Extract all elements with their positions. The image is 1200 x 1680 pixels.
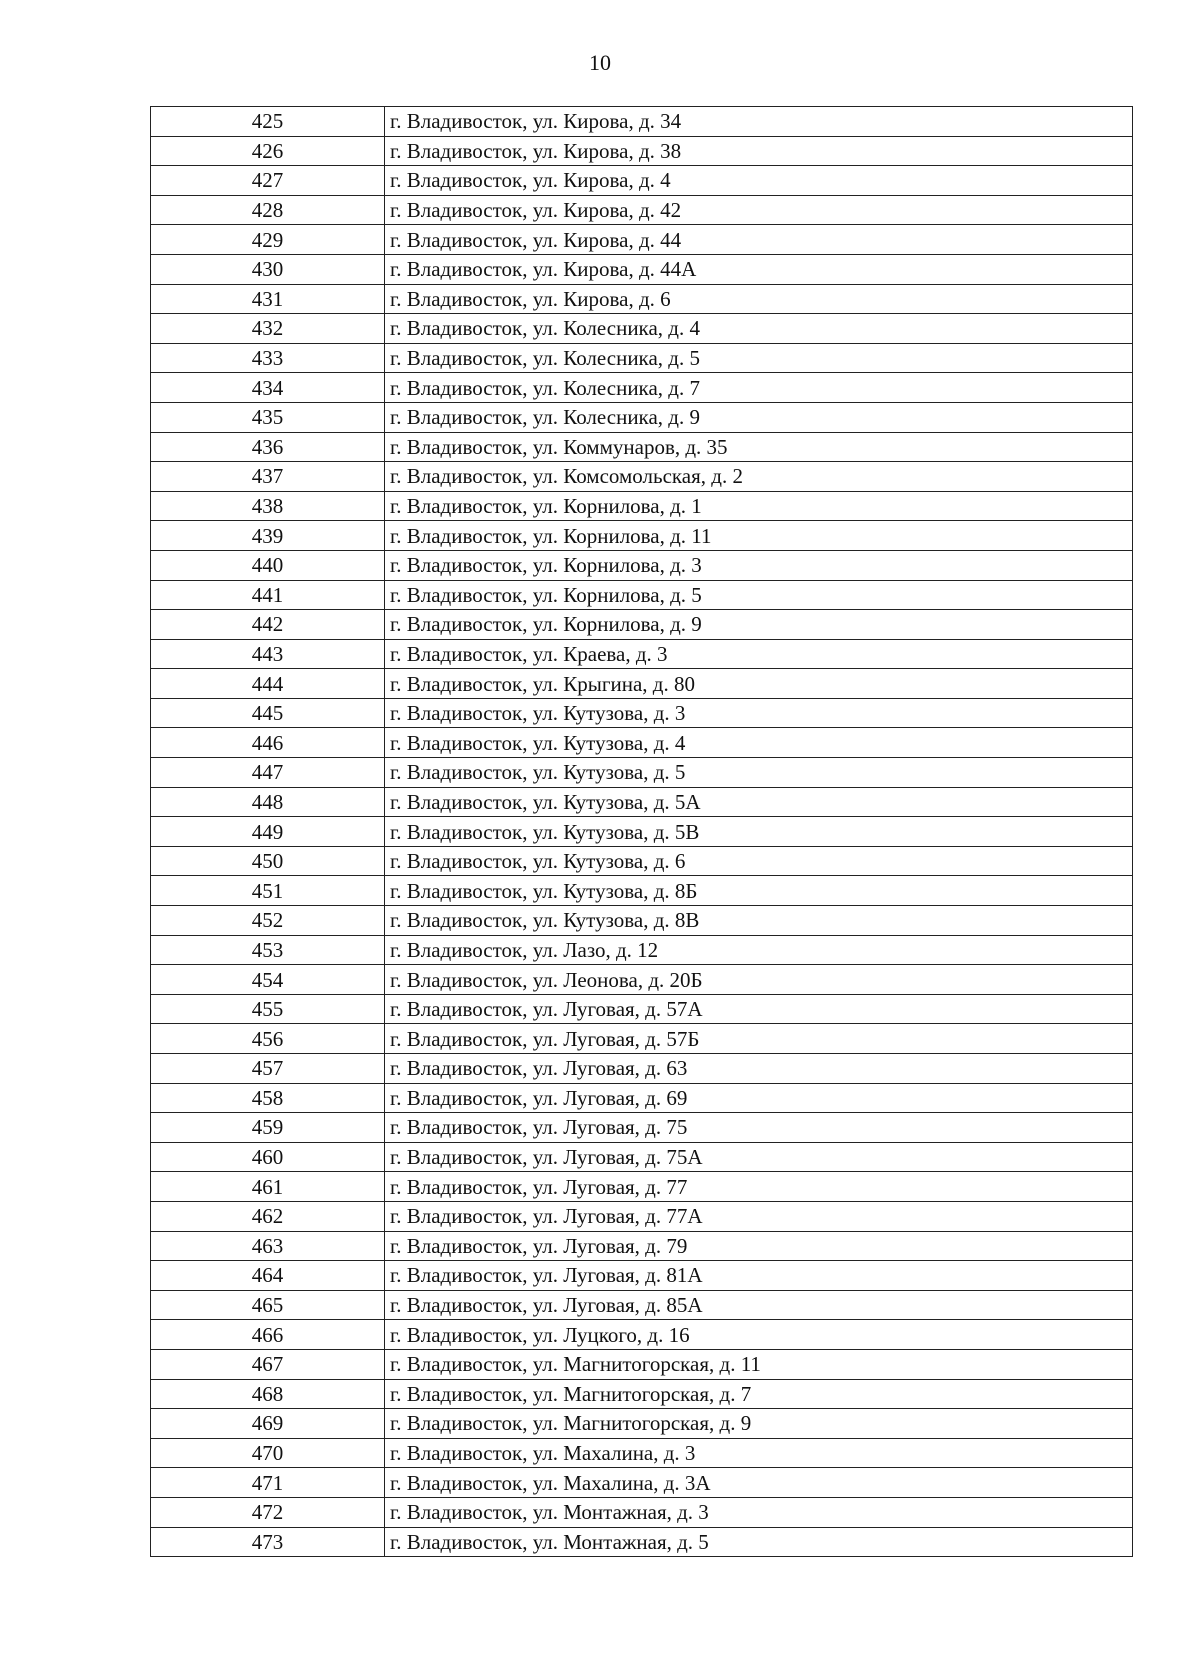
address-cell: г. Владивосток, ул. Кутузова, д. 5 (385, 758, 1133, 788)
row-number-cell: 431 (151, 284, 385, 314)
address-cell: г. Владивосток, ул. Кирова, д. 44 (385, 225, 1133, 255)
row-number-cell: 449 (151, 817, 385, 847)
address-cell: г. Владивосток, ул. Монтажная, д. 3 (385, 1497, 1133, 1527)
table-row (151, 432, 1133, 462)
address-cell: г. Владивосток, ул. Магнитогорская, д. 11 (385, 1349, 1133, 1379)
row-number-cell: 438 (151, 491, 385, 521)
table-row (151, 758, 1133, 788)
address-cell: г. Владивосток, ул. Кирова, д. 44А (385, 254, 1133, 284)
address-cell: г. Владивосток, ул. Кутузова, д. 5В (385, 817, 1133, 847)
address-table-body (151, 107, 1133, 1557)
row-number-cell: 435 (151, 402, 385, 432)
table-row (151, 225, 1133, 255)
row-number-cell: 454 (151, 965, 385, 995)
row-number-cell: 437 (151, 462, 385, 492)
address-cell: г. Владивосток, ул. Кутузова, д. 5А (385, 787, 1133, 817)
table-row (151, 402, 1133, 432)
table-row (151, 1054, 1133, 1084)
table-row (151, 1438, 1133, 1468)
address-cell: г. Владивосток, ул. Луговая, д. 57А (385, 994, 1133, 1024)
row-number-cell: 442 (151, 610, 385, 640)
address-cell: г. Владивосток, ул. Коммунаров, д. 35 (385, 432, 1133, 462)
table-row (151, 1349, 1133, 1379)
table-row (151, 1379, 1133, 1409)
row-number-cell: 469 (151, 1409, 385, 1439)
address-cell: г. Владивосток, ул. Кутузова, д. 6 (385, 846, 1133, 876)
address-cell: г. Владивосток, ул. Луцкого, д. 16 (385, 1320, 1133, 1350)
address-table (150, 106, 1133, 1557)
row-number-cell: 456 (151, 1024, 385, 1054)
address-cell: г. Владивосток, ул. Колесника, д. 9 (385, 402, 1133, 432)
row-number-cell: 448 (151, 787, 385, 817)
row-number-cell: 428 (151, 195, 385, 225)
table-row (151, 1024, 1133, 1054)
table-row (151, 1142, 1133, 1172)
address-cell: г. Владивосток, ул. Кирова, д. 42 (385, 195, 1133, 225)
address-cell: г. Владивосток, ул. Магнитогорская, д. 7 (385, 1379, 1133, 1409)
table-row (151, 166, 1133, 196)
table-row (151, 817, 1133, 847)
row-number-cell: 430 (151, 254, 385, 284)
address-cell: г. Владивосток, ул. Колесника, д. 7 (385, 373, 1133, 403)
address-cell: г. Владивосток, ул. Луговая, д. 75А (385, 1142, 1133, 1172)
row-number-cell: 465 (151, 1290, 385, 1320)
row-number-cell: 453 (151, 935, 385, 965)
table-row (151, 343, 1133, 373)
row-number-cell: 445 (151, 698, 385, 728)
table-row (151, 876, 1133, 906)
table-row (151, 254, 1133, 284)
table-row (151, 1172, 1133, 1202)
address-cell: г. Владивосток, ул. Монтажная, д. 5 (385, 1527, 1133, 1557)
row-number-cell: 446 (151, 728, 385, 758)
row-number-cell: 427 (151, 166, 385, 196)
row-number-cell: 462 (151, 1201, 385, 1231)
row-number-cell: 441 (151, 580, 385, 610)
table-row (151, 1497, 1133, 1527)
row-number-cell: 458 (151, 1083, 385, 1113)
table-row (151, 610, 1133, 640)
address-cell: г. Владивосток, ул. Колесника, д. 4 (385, 314, 1133, 344)
row-number-cell: 464 (151, 1261, 385, 1291)
row-number-cell: 471 (151, 1468, 385, 1498)
table-row (151, 1409, 1133, 1439)
row-number-cell: 436 (151, 432, 385, 462)
row-number-cell: 459 (151, 1113, 385, 1143)
table-row (151, 935, 1133, 965)
table-row (151, 462, 1133, 492)
table-row (151, 994, 1133, 1024)
table-row (151, 136, 1133, 166)
table-row (151, 787, 1133, 817)
address-cell: г. Владивосток, ул. Махалина, д. 3А (385, 1468, 1133, 1498)
row-number-cell: 429 (151, 225, 385, 255)
table-row (151, 491, 1133, 521)
address-cell: г. Владивосток, ул. Колесника, д. 5 (385, 343, 1133, 373)
table-row (151, 846, 1133, 876)
row-number-cell: 470 (151, 1438, 385, 1468)
table-row (151, 580, 1133, 610)
address-cell: г. Владивосток, ул. Магнитогорская, д. 9 (385, 1409, 1133, 1439)
row-number-cell: 433 (151, 343, 385, 373)
page-number: 10 (589, 50, 611, 75)
table-row (151, 284, 1133, 314)
row-number-cell: 467 (151, 1349, 385, 1379)
table-row (151, 1083, 1133, 1113)
address-cell: г. Владивосток, ул. Махалина, д. 3 (385, 1438, 1133, 1468)
row-number-cell: 452 (151, 906, 385, 936)
row-number-cell: 460 (151, 1142, 385, 1172)
address-cell: г. Владивосток, ул. Луговая, д. 81А (385, 1261, 1133, 1291)
row-number-cell: 443 (151, 639, 385, 669)
table-row (151, 728, 1133, 758)
table-row (151, 373, 1133, 403)
table-row (151, 521, 1133, 551)
table-row (151, 639, 1133, 669)
row-number-cell: 466 (151, 1320, 385, 1350)
address-cell: г. Владивосток, ул. Корнилова, д. 11 (385, 521, 1133, 551)
address-cell: г. Владивосток, ул. Кутузова, д. 3 (385, 698, 1133, 728)
address-cell: г. Владивосток, ул. Кутузова, д. 8Б (385, 876, 1133, 906)
address-cell: г. Владивосток, ул. Комсомольская, д. 2 (385, 462, 1133, 492)
address-cell: г. Владивосток, ул. Луговая, д. 77 (385, 1172, 1133, 1202)
table-row (151, 1261, 1133, 1291)
table-row (151, 195, 1133, 225)
row-number-cell: 473 (151, 1527, 385, 1557)
address-cell: г. Владивосток, ул. Луговая, д. 79 (385, 1231, 1133, 1261)
row-number-cell: 463 (151, 1231, 385, 1261)
address-cell: г. Владивосток, ул. Кутузова, д. 8В (385, 906, 1133, 936)
address-cell: г. Владивосток, ул. Корнилова, д. 9 (385, 610, 1133, 640)
table-row (151, 669, 1133, 699)
address-cell: г. Владивосток, ул. Корнилова, д. 3 (385, 550, 1133, 580)
address-cell: г. Владивосток, ул. Кутузова, д. 4 (385, 728, 1133, 758)
address-cell: г. Владивосток, ул. Луговая, д. 77А (385, 1201, 1133, 1231)
row-number-cell: 425 (151, 107, 385, 137)
row-number-cell: 450 (151, 846, 385, 876)
row-number-cell: 457 (151, 1054, 385, 1084)
address-cell: г. Владивосток, ул. Кирова, д. 4 (385, 166, 1133, 196)
address-cell: г. Владивосток, ул. Леонова, д. 20Б (385, 965, 1133, 995)
table-row (151, 1113, 1133, 1143)
table-row (151, 1320, 1133, 1350)
address-cell: г. Владивосток, ул. Луговая, д. 69 (385, 1083, 1133, 1113)
address-cell: г. Владивосток, ул. Луговая, д. 75 (385, 1113, 1133, 1143)
table-row (151, 906, 1133, 936)
row-number-cell: 447 (151, 758, 385, 788)
row-number-cell: 461 (151, 1172, 385, 1202)
row-number-cell: 439 (151, 521, 385, 551)
row-number-cell: 426 (151, 136, 385, 166)
address-cell: г. Владивосток, ул. Лазо, д. 12 (385, 935, 1133, 965)
table-row (151, 1468, 1133, 1498)
table-row (151, 1290, 1133, 1320)
address-cell: г. Владивосток, ул. Кирова, д. 34 (385, 107, 1133, 137)
row-number-cell: 432 (151, 314, 385, 344)
table-row (151, 107, 1133, 137)
row-number-cell: 472 (151, 1497, 385, 1527)
table-row (151, 314, 1133, 344)
address-cell: г. Владивосток, ул. Корнилова, д. 1 (385, 491, 1133, 521)
table-row (151, 1201, 1133, 1231)
row-number-cell: 468 (151, 1379, 385, 1409)
table-row (151, 698, 1133, 728)
address-cell: г. Владивосток, ул. Корнилова, д. 5 (385, 580, 1133, 610)
table-row (151, 550, 1133, 580)
address-cell: г. Владивосток, ул. Кирова, д. 38 (385, 136, 1133, 166)
address-cell: г. Владивосток, ул. Крыгина, д. 80 (385, 669, 1133, 699)
address-cell: г. Владивосток, ул. Краева, д. 3 (385, 639, 1133, 669)
row-number-cell: 455 (151, 994, 385, 1024)
address-cell: г. Владивосток, ул. Луговая, д. 85А (385, 1290, 1133, 1320)
row-number-cell: 440 (151, 550, 385, 580)
row-number-cell: 434 (151, 373, 385, 403)
address-cell: г. Владивосток, ул. Луговая, д. 63 (385, 1054, 1133, 1084)
address-cell: г. Владивосток, ул. Луговая, д. 57Б (385, 1024, 1133, 1054)
table-row (151, 965, 1133, 995)
row-number-cell: 451 (151, 876, 385, 906)
address-cell: г. Владивосток, ул. Кирова, д. 6 (385, 284, 1133, 314)
row-number-cell: 444 (151, 669, 385, 699)
table-row (151, 1231, 1133, 1261)
table-row (151, 1527, 1133, 1557)
